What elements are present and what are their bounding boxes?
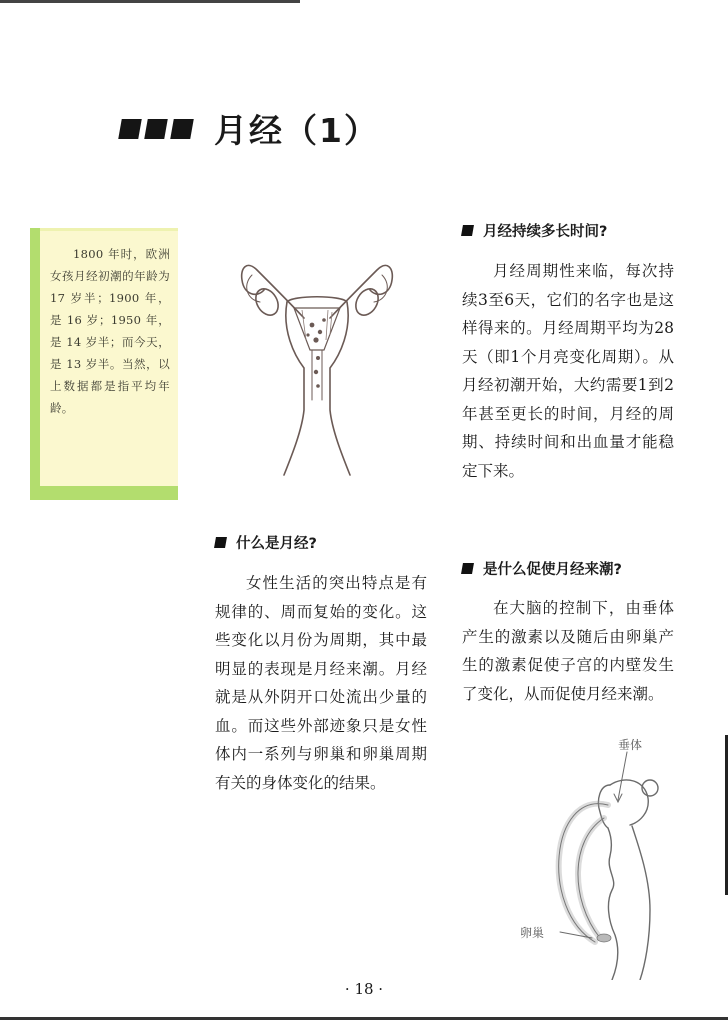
section-title-duration	[462, 220, 607, 241]
section-body-duration: 月经周期性来临，每次持续3至6天，它们的名字也是这样得来的。月经周期平均为28天（即1个月亮变化周期）。从月经初潮开始，大约需要1到2年甚至更长的时间，月经的周期、持续时间和出血量才能稳定下来。	[462, 262, 674, 480]
chapter-title: 月经（1）	[214, 111, 379, 150]
bottom-rule	[0, 1017, 728, 1020]
section-title-cause	[462, 558, 622, 579]
section-title-text: 月经持续多长时间?	[483, 224, 608, 240]
section-body-cause: 在大脑的控制下，由垂体产生的激素以及随后由卵巢产生的激素促使子宫的内壁发生了变化，从而促使月经来潮。	[462, 599, 674, 703]
female-body-illustration	[500, 730, 680, 980]
label-ovary: 卵巢	[520, 926, 545, 940]
bullet-icon	[214, 537, 227, 548]
bullet-icon	[461, 563, 474, 574]
section-title-what-is	[215, 532, 317, 553]
chapter-header	[120, 105, 379, 152]
section-title-text: 是什么促使月经来潮?	[483, 562, 622, 578]
section-title-text: 什么是月经?	[236, 536, 317, 552]
label-pituitary: 垂体	[618, 738, 643, 752]
section-body-what-is: 女性生活的突出特点是有规律的、周而复始的变化。这些变化以月份为周期，其中最明显的表现是月经来潮。月经就是从外阴开口处流出少量的血。而这些外部迹象只是女性体内一系列与卵巢和卵巢周期有关的身体变化的结果。	[215, 574, 427, 792]
sidebar-note: 1800 年时，欧洲女孩月经初潮的年龄为 17 岁半；1900 年，是 16 岁；1950 年，是 14 岁半；而今天，是 13 岁半。当然，以上数据都是指平均年龄。	[50, 247, 170, 415]
uterus-illustration	[232, 240, 402, 480]
bullet-icon	[461, 225, 474, 236]
top-rule	[0, 0, 300, 3]
header-squares-icon	[120, 119, 192, 139]
page-number: · 18 ·	[344, 980, 384, 998]
sidebar-note-box	[30, 228, 178, 500]
